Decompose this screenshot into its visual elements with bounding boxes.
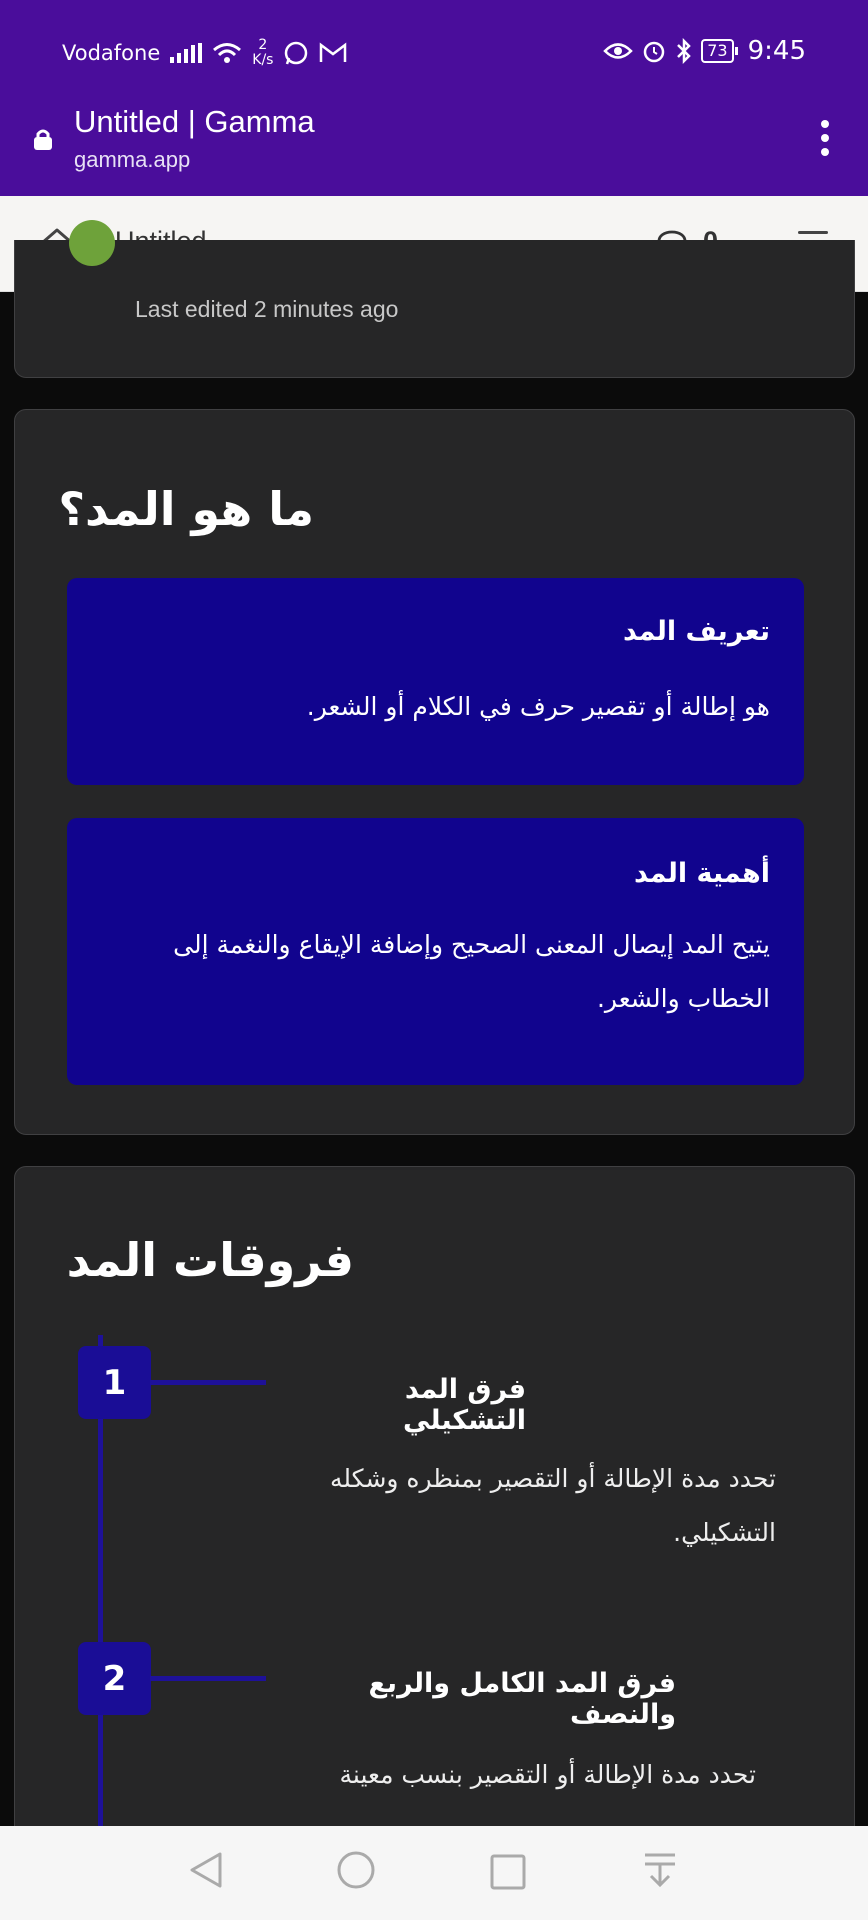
timeline-item-title: فرق المد التشكيلي (403, 1374, 526, 1436)
page-title: Untitled | Gamma (74, 104, 315, 139)
battery-icon: 73 (701, 39, 733, 63)
more-options-icon[interactable] (820, 120, 830, 156)
avatar (69, 220, 115, 266)
net-speed: 2 K/s (252, 37, 274, 68)
definition-text: هو إطالة أو تقصير حرف في الكلام أو الشعر. (306, 692, 770, 721)
carrier-name: Vodafone (62, 41, 161, 65)
home-button-icon[interactable] (336, 1850, 376, 1890)
last-edited-text: Last edited 2 minutes ago (135, 296, 399, 322)
section-heading: ما هو المد؟ (58, 482, 314, 536)
section-heading: فروقات المد (66, 1233, 354, 1287)
importance-title: أهمية المد (634, 858, 770, 889)
bluetooth-icon (675, 38, 693, 64)
importance-text: يتيح المد إيصال المعنى الصحيح وإضافة الإيقاع والنغمة إلى الخطاب والشعر. (173, 930, 770, 1013)
definition-title: تعريف المد (623, 616, 770, 647)
timeline-item-text: تحدد مدة الإطالة أو التقصير بنسب معينة (339, 1760, 756, 1789)
timeline-number: 2 (78, 1642, 151, 1715)
notification-pull-icon[interactable] (642, 1850, 678, 1890)
page-url[interactable]: gamma.app (74, 147, 191, 172)
signal-icon (170, 43, 202, 63)
gmail-icon (319, 42, 347, 64)
what-is-card (14, 409, 855, 1135)
timeline-connector (150, 1380, 266, 1385)
status-right (603, 36, 806, 66)
whatsapp-icon (283, 40, 309, 66)
recents-icon[interactable] (490, 1854, 526, 1890)
definition-box (67, 578, 804, 785)
timeline-number: 1 (78, 1346, 151, 1419)
timeline-item-text: تحدد مدة الإطالة أو التقصير بمنظره وشكله التشكيلي. (329, 1464, 776, 1547)
timeline-connector (150, 1676, 266, 1681)
status-left (62, 38, 347, 68)
system-nav-bar (0, 1826, 868, 1920)
author-card (14, 240, 855, 378)
back-icon[interactable] (188, 1850, 224, 1890)
lock-icon (32, 128, 54, 150)
alarm-icon (641, 38, 667, 64)
timeline-item-title: فرق المد الكامل والربع والنصف (368, 1668, 676, 1730)
wifi-icon (212, 42, 242, 64)
clock: 9:45 (747, 36, 806, 66)
importance-box (67, 818, 804, 1085)
eye-icon (603, 40, 633, 62)
